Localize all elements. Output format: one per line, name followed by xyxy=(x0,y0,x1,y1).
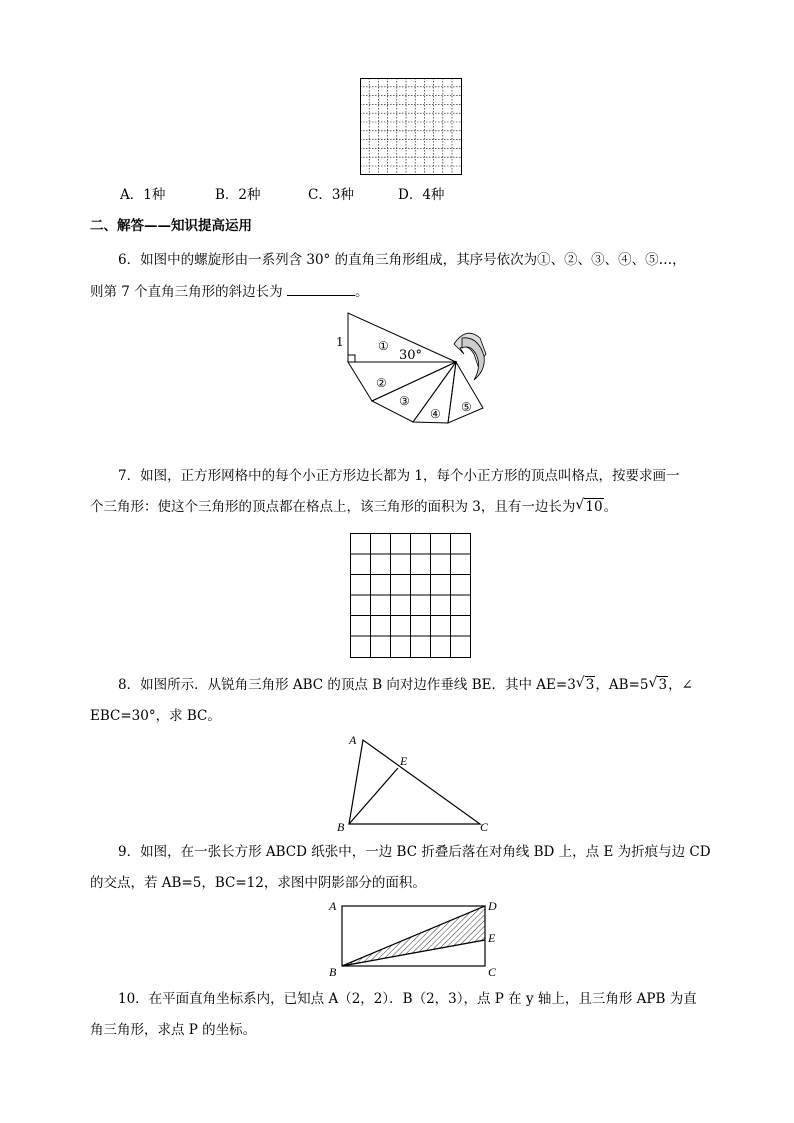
q9-text-line1: 9．如图，在一张长方形 ABCD 纸张中，一边 BC 折叠后落在对角线 BD 上，点 E 为折痕与边 CD xyxy=(118,844,711,860)
q7-sqrt-radicand: 10 xyxy=(585,499,603,515)
q7-text-line2b: 。 xyxy=(603,499,618,515)
q8-text-line1b: ，AB=5 xyxy=(595,677,649,693)
q8-sqrt-1: √ 3 xyxy=(575,675,595,693)
q6-tri-num-5: ⑤ xyxy=(461,400,472,414)
q8-sqrt-2: √ 3 xyxy=(648,675,668,693)
q6-text-line1: 6．如图中的螺旋形由一系列含 30° 的直角三角形组成，其序号依次为①、②、③、④、⑤…， xyxy=(118,252,686,268)
q6-tri-num-1: ① xyxy=(378,339,389,353)
q5-option-b: B．2种 xyxy=(215,187,261,203)
q6-side-label: 1 xyxy=(336,335,344,349)
q9-label-b: B xyxy=(329,965,337,979)
q8-label-e: E xyxy=(400,754,408,768)
q9-text-line2: 的交点，若 AB=5，BC=12，求图中阴影部分的面积。 xyxy=(90,875,426,891)
q7-text-line2a: 个三角形：使这个三角形的顶点都在格点上，该三角形的面积为 3，且有一边长为 xyxy=(90,499,576,515)
q9-rectangle-figure xyxy=(322,896,507,981)
q9-label-d: D xyxy=(488,899,497,913)
q8-sqrt-1-radicand: 3 xyxy=(585,677,595,693)
q6-tri-num-4: ④ xyxy=(430,407,441,421)
q10-text-line2: 角三角形，求点 P 的坐标。 xyxy=(90,1022,257,1038)
section-2-title: 二、解答——知识提高运用 xyxy=(90,218,252,234)
q5-option-a: A．1种 xyxy=(120,187,166,203)
q9-label-a: A xyxy=(329,899,337,913)
q7-sqrt: √ 10 xyxy=(575,497,603,515)
q7-grid-figure xyxy=(350,533,472,659)
q8-text-line1 xyxy=(118,675,693,695)
q8-triangle-figure xyxy=(330,730,495,836)
q6-text-line2a: 则第 7 个直角三角形的斜边长为 xyxy=(90,284,283,300)
q8-label-b: B xyxy=(337,820,345,834)
q8-text-line1a: 8．如图所示．从锐角三角形 ABC 的顶点 B 向对边作垂线 BE．其中 AE=3 xyxy=(118,677,576,693)
q6-text-line2b: 。 xyxy=(354,284,369,300)
q9-label-e: E xyxy=(488,931,496,945)
q8-label-c: C xyxy=(480,820,489,834)
q7-text-line2 xyxy=(90,497,617,517)
q9-label-c: C xyxy=(488,965,497,979)
q6-spiral-figure xyxy=(328,308,493,433)
q8-text-line2: EBC=30°，求 BC。 xyxy=(90,708,221,724)
q5-option-c: C．3种 xyxy=(308,187,354,203)
q6-tri-num-2: ② xyxy=(376,376,387,390)
q6-text-line2 xyxy=(90,281,368,302)
q8-sqrt-2-radicand: 3 xyxy=(658,677,668,693)
q6-tri-num-3: ③ xyxy=(399,394,410,408)
q6-answer-blank[interactable] xyxy=(287,281,355,296)
q10-text-line1: 10．在平面直角坐标系内，已知点 A（2，2）．B（2，3），点 P 在 y 轴上，且三角形 APB 为直 xyxy=(118,991,697,1007)
q6-angle-label: 30° xyxy=(399,348,423,363)
q8-text-line1c: ，∠ xyxy=(668,677,693,693)
q7-text-line1: 7．如图，正方形网格中的每个小正方形边长都为 1，每个小正方形的顶点叫格点，按要求画一 xyxy=(118,468,680,484)
q5-option-d: D．4种 xyxy=(398,187,445,203)
q8-label-a: A xyxy=(349,733,357,747)
q5-grid-figure xyxy=(360,78,462,175)
